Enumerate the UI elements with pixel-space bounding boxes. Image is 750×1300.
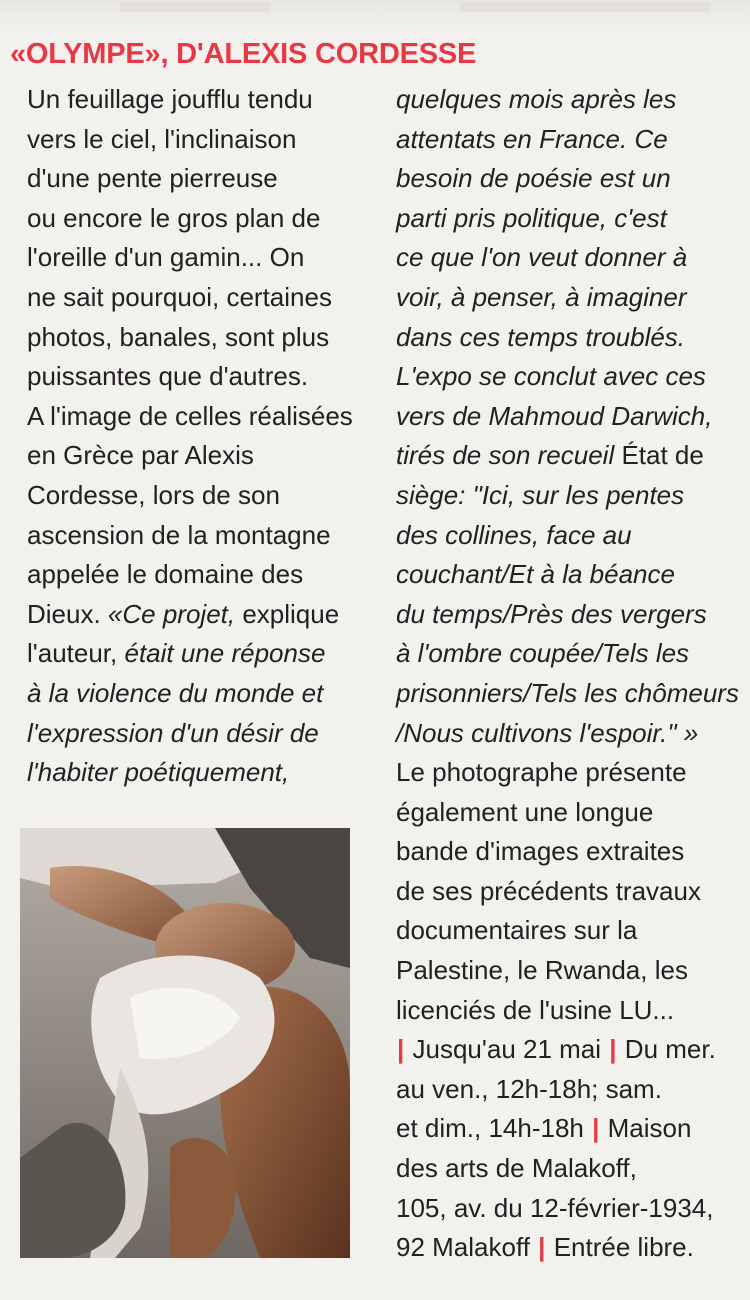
poem-line: des collines, face au (396, 519, 632, 550)
right-line: Palestine, le Rwanda, les (396, 955, 688, 986)
separator: | (592, 1113, 600, 1144)
quote-run: était une réponse (124, 638, 326, 669)
text-run: tirés de son recueil (396, 440, 622, 471)
separator: | (609, 1034, 617, 1065)
poem-line: prisonniers/Tels les chômeurs (396, 677, 739, 708)
left-line: Un feuillage joufflu tendu (27, 84, 313, 114)
poem-line: à l'ombre coupée/Tels les (396, 638, 690, 669)
left-line: ascension de la montagne (27, 519, 331, 550)
book-title: État de (621, 440, 704, 471)
quote-start-line (27, 595, 367, 635)
right-line: L'expo se conclut avec ces (396, 361, 706, 392)
entry-info: Entrée libre. (553, 1232, 694, 1263)
article-headline: «OLYMPE», D'ALEXIS CORDESSE (10, 38, 477, 70)
quote-line: à la violence du monde et (27, 677, 324, 708)
right-line: documentaires sur la (396, 915, 638, 946)
venue: Maison (607, 1113, 692, 1144)
right-line: ce que l'on veut donner à (396, 242, 688, 273)
right-line: Le photographe présente (396, 757, 687, 788)
article-photo (20, 828, 350, 1258)
left-line: photos, banales, sont plus (27, 321, 330, 352)
left-line: l'oreille d'un gamin... On (27, 242, 305, 273)
poem-line: du temps/Près des vergers (396, 598, 707, 629)
previous-article-bleed (0, 0, 750, 32)
address-line: 105, av. du 12-février-1934, (396, 1192, 714, 1223)
left-line: puissantes que d'autres. (27, 361, 309, 392)
right-line: de ses précédents travaux (396, 875, 701, 906)
info-line (396, 1030, 736, 1070)
right-line: également une longue (396, 796, 654, 827)
right-column (396, 80, 739, 1268)
right-line: bande d'images extraites (396, 836, 685, 867)
quote-line (27, 634, 367, 674)
right-line: parti pris politique, c'est (396, 202, 667, 233)
text-run: Dieux. (27, 598, 108, 629)
left-line: en Grèce par Alexis (27, 440, 254, 471)
poem-line: /Nous cultivons l'espoir." » (396, 717, 699, 748)
text-run: explique (235, 598, 340, 629)
right-line: dans ces temps troublés. (396, 321, 686, 352)
info-line (396, 1109, 736, 1149)
opening-hours: et dim., 14h-18h (396, 1113, 584, 1144)
separator: | (397, 1034, 405, 1065)
right-line: vers de Mahmoud Darwich, (396, 400, 713, 431)
info-line: des arts de Malakoff, (396, 1153, 637, 1184)
left-line: Cordesse, lors de son (27, 479, 280, 510)
left-line: vers le ciel, l'inclinaison (27, 123, 297, 154)
info-line: au ven., 12h-18h; sam. (396, 1073, 662, 1104)
left-line: appelée le domaine des (27, 559, 304, 590)
left-line: ou encore le gros plan de (27, 202, 321, 233)
right-line: quelques mois après les (396, 84, 677, 114)
quote-line: l'habiter poétiquement, (27, 757, 290, 788)
left-line: ne sait pourquoi, certaines (27, 281, 332, 312)
left-column (27, 80, 367, 793)
text-run: l'auteur, (27, 638, 125, 669)
separator: | (538, 1232, 546, 1263)
right-line: voir, à penser, à imaginer (396, 281, 687, 312)
right-line: licenciés de l'usine LU... (396, 994, 675, 1025)
recueil-line (396, 436, 736, 476)
opening-days: Du mer. (624, 1034, 716, 1065)
left-line: d'une pente pierreuse (27, 163, 278, 194)
poem-line: couchant/Et à la béance (396, 559, 675, 590)
quote-open: «Ce projet, (107, 598, 236, 629)
quote-line: l'expression d'un désir de (27, 717, 319, 748)
info-line (396, 1228, 736, 1268)
poem-line: siège: "Ici, sur les pentes (396, 479, 685, 510)
exhibition-dates: Jusqu'au 21 mai (412, 1034, 602, 1065)
city: 92 Malakoff (396, 1232, 530, 1263)
right-line: attentats en France. Ce (396, 123, 668, 154)
left-line: A l'image de celles réalisées (27, 400, 353, 431)
right-line: besoin de poésie est un (396, 163, 671, 194)
